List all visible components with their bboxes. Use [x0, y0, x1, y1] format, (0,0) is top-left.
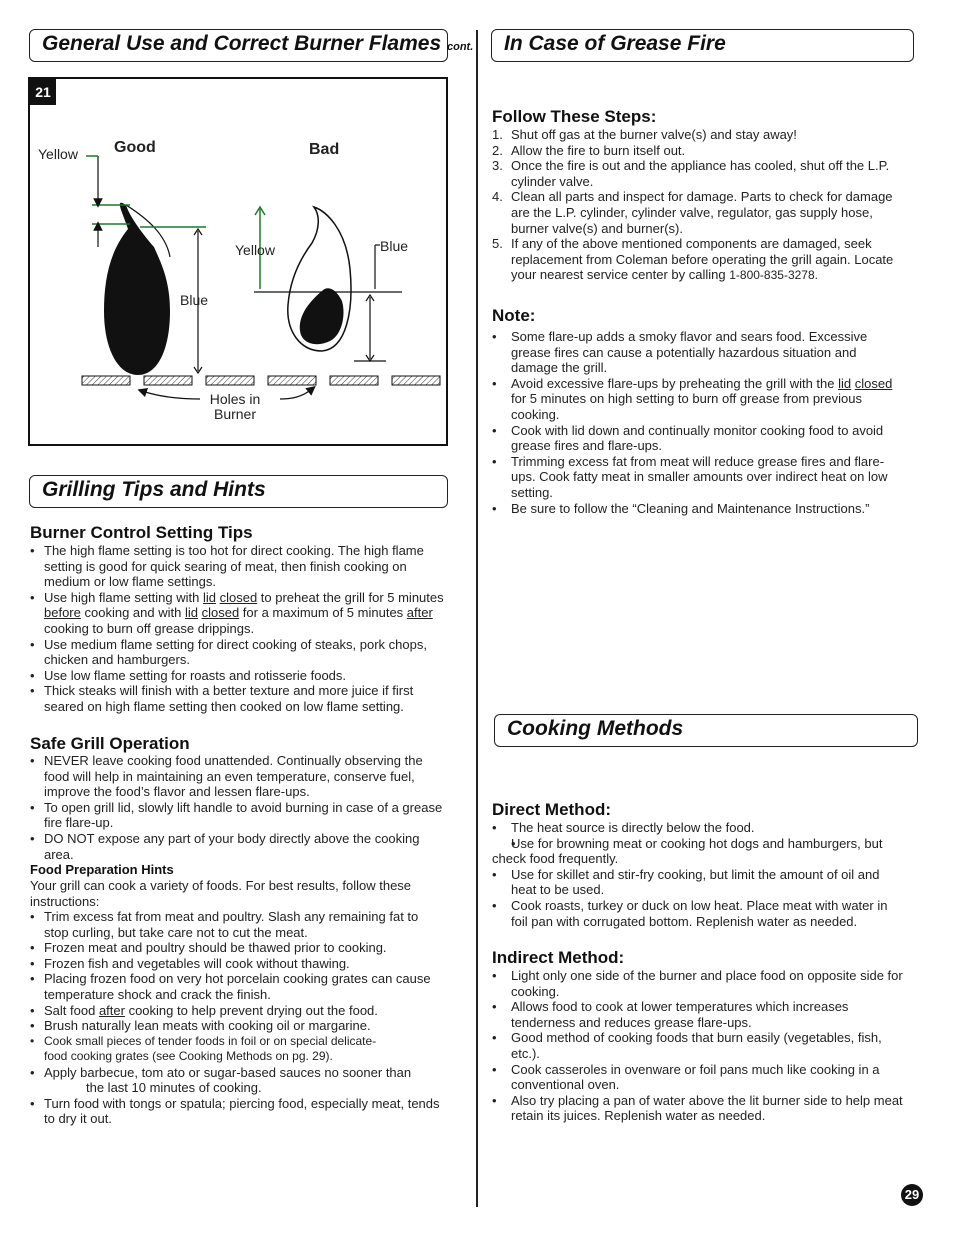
label-bad: Bad [309, 141, 340, 158]
list-item: • Thick steaks will finish with a better texture and more juice if first seared on high flame setting then cooked on low flame setting. [30, 683, 444, 714]
section-title: Cooking Methods [507, 717, 684, 740]
list-item: • Avoid excessive flare-ups by preheating the grill with the lid closed for 5 minutes on high setting to burn off grease from previous cooking. [492, 376, 904, 423]
list-item: • Cook small pieces of tender foods in foil or on special delicate- food cooking grates (see Cooking Methods on pg. 29). [30, 1034, 444, 1065]
figure-number: 21 [30, 79, 56, 105]
list-item: • Frozen fish and vegetables will cook without thawing. [30, 956, 444, 972]
safe-operation-list [30, 753, 444, 862]
flame-diagram [30, 79, 446, 444]
list-item: • Use for browning meat or cooking hot dogs and hamburgers, but check food frequently. [492, 836, 904, 867]
list-item: • Turn food with tongs or spatula; piercing food, especially meat, tends to dry it out. [30, 1096, 444, 1127]
list-item: • Use for skillet and stir-fry cooking, but limit the amount of oil and heat to be used. [492, 867, 904, 898]
label-blue-good: Blue [180, 292, 209, 308]
direct-method-list [492, 820, 904, 929]
burner-strip [82, 376, 440, 385]
list-item: • Use medium flame setting for direct cooking of steaks, pork chops, chicken and hamburgers. [30, 637, 444, 668]
step-item: 5. If any of the above mentioned components are damaged, seek replacement from Coleman before operating the grill again. Locate your nearest service center by calling 1-800-835-3278. [492, 236, 894, 283]
section-title: Grilling Tips and Hints [42, 478, 266, 501]
burner-tips-list [30, 543, 444, 715]
heading-safe-grill-operation: Safe Grill Operation [30, 734, 190, 753]
label-yellow-bad: Yellow [235, 242, 275, 258]
list-item: • Brush naturally lean meats with cooking oil or margarine. [30, 1018, 444, 1034]
list-item: • Be sure to follow the “Cleaning and Maintenance Instructions.” [492, 501, 904, 517]
list-item: • The heat source is directly below the food. [492, 820, 904, 836]
list-item: • Use high flame setting with lid closed to preheat the grill for 5 minutes before cooking and with lid closed for a maximum of 5 minutes after cooking to burn off grease drippings. [30, 590, 444, 637]
step-item: 1. Shut off gas at the burner valve(s) and stay away! [492, 127, 797, 142]
service-phone: 1-800-835-3278. [729, 268, 818, 283]
step-item: 4. Clean all parts and inspect for damage. Parts to check for damage are the L.P. cylinder, cylinder valve, regulator, gas supply hose, burner valve(s) and burner(s). [492, 189, 893, 236]
list-item: • Trimming excess fat from meat will reduce grease fires and flare-ups. Cook fatty meat in smaller amounts over indirect heat on low setting. [492, 454, 904, 501]
heading-food-prep-hints: Food Preparation Hints [30, 862, 174, 877]
list-item: • The high flame setting is too hot for direct cooking. The high flame setting is good for quick searing of meat, then finish cooking on medium or low flame settings. [30, 543, 444, 590]
label-good: Good [114, 139, 156, 156]
section-header-cooking-methods [494, 714, 918, 747]
list-item: • DO NOT expose any part of your body directly above the cooking area. [30, 831, 444, 862]
list-item: • Frozen meat and poultry should be thawed prior to cooking. [30, 940, 444, 956]
heading-burner-control-tips: Burner Control Setting Tips [30, 523, 253, 542]
list-item: • Apply barbecue, tom ato or sugar-based sauces no sooner than the last 10 minutes of cooking. [30, 1065, 444, 1096]
list-item: • Light only one side of the burner and place food on opposite side for cooking. [492, 968, 904, 999]
list-item: • Salt food after cooking to help prevent drying out the food. [30, 1003, 444, 1019]
column-divider [476, 30, 478, 1207]
step-item: 2. Allow the fire to burn itself out. [492, 142, 686, 158]
list-item: • Also try placing a pan of water above the lit burner side to help meat retain its juices. Replenish water as needed. [492, 1093, 904, 1124]
label-yellow-good: Yellow [38, 146, 78, 162]
food-prep-list [30, 909, 444, 1127]
label-blue-bad: Blue [380, 238, 409, 254]
heading-indirect-method: Indirect Method: [492, 948, 625, 967]
list-item: • Placing frozen food on very hot porcelain cooking grates can cause temperature shock and crack the finish. [30, 971, 444, 1002]
note-list [492, 329, 904, 516]
page-number: 29 [901, 1184, 923, 1206]
heading-note: Note: [492, 306, 536, 325]
list-item: • To open grill lid, slowly lift handle to avoid burning in case of a grease fire flare-up. [30, 800, 444, 831]
list-item: • Cook casseroles in ovenware or foil pans much like cooking in a conventional oven. [492, 1062, 904, 1093]
list-item: • Cook with lid down and continually monitor cooking food to avoid grease fires and flare-ups. [492, 423, 904, 454]
indirect-method-list [492, 968, 904, 1124]
section-header-grease-fire [491, 29, 914, 62]
heading-direct-method: Direct Method: [492, 800, 611, 819]
label-holes-in-burner: Holes in Burner [209, 391, 261, 422]
section-header-burner-flames [29, 29, 474, 62]
list-item: • Use low flame setting for roasts and rotisserie foods. [30, 668, 444, 684]
step-item: 3. Once the fire is out and the appliance has cooled, shut off the L.P. cylinder valve. [492, 158, 890, 189]
list-item: • Allows food to cook at lower temperatures which increases tenderness and reduces grease flare-ups. [492, 999, 904, 1030]
list-item: • Some flare-up adds a smoky flavor and sears food. Excessive grease fires can cause a potentially hazardous situation and damage the grill. [492, 329, 904, 376]
bad-flame [254, 207, 402, 361]
section-header-grilling-tips [29, 475, 448, 508]
list-item: • Good method of cooking foods that burn easily (vegetables, fish, etc.). [492, 1030, 904, 1061]
section-title: General Use and Correct Burner Flames cont. [42, 32, 474, 55]
good-flame [86, 156, 209, 375]
list-item: • Cook roasts, turkey or duck on low heat. Place meat with water in foil pan with corrugated bottom. Replenish water as needed. [492, 898, 904, 929]
list-item: • NEVER leave cooking food unattended. Continually observing the food will help in maintaining an even temperature, conserve fuel, improve the food’s flavor and lessen flare-ups. [30, 753, 444, 800]
list-item: • Trim excess fat from meat and poultry. Slash any remaining fat to stop curling, but take care not to cut the meat. [30, 909, 444, 940]
grease-fire-steps [492, 127, 904, 284]
food-prep-intro: Your grill can cook a variety of foods. For best results, follow these instructions: [30, 878, 412, 909]
burner-flames-figure [28, 77, 448, 446]
title-suffix: cont. [447, 41, 474, 53]
heading-follow-steps: Follow These Steps: [492, 107, 657, 126]
section-title: In Case of Grease Fire [504, 32, 726, 55]
